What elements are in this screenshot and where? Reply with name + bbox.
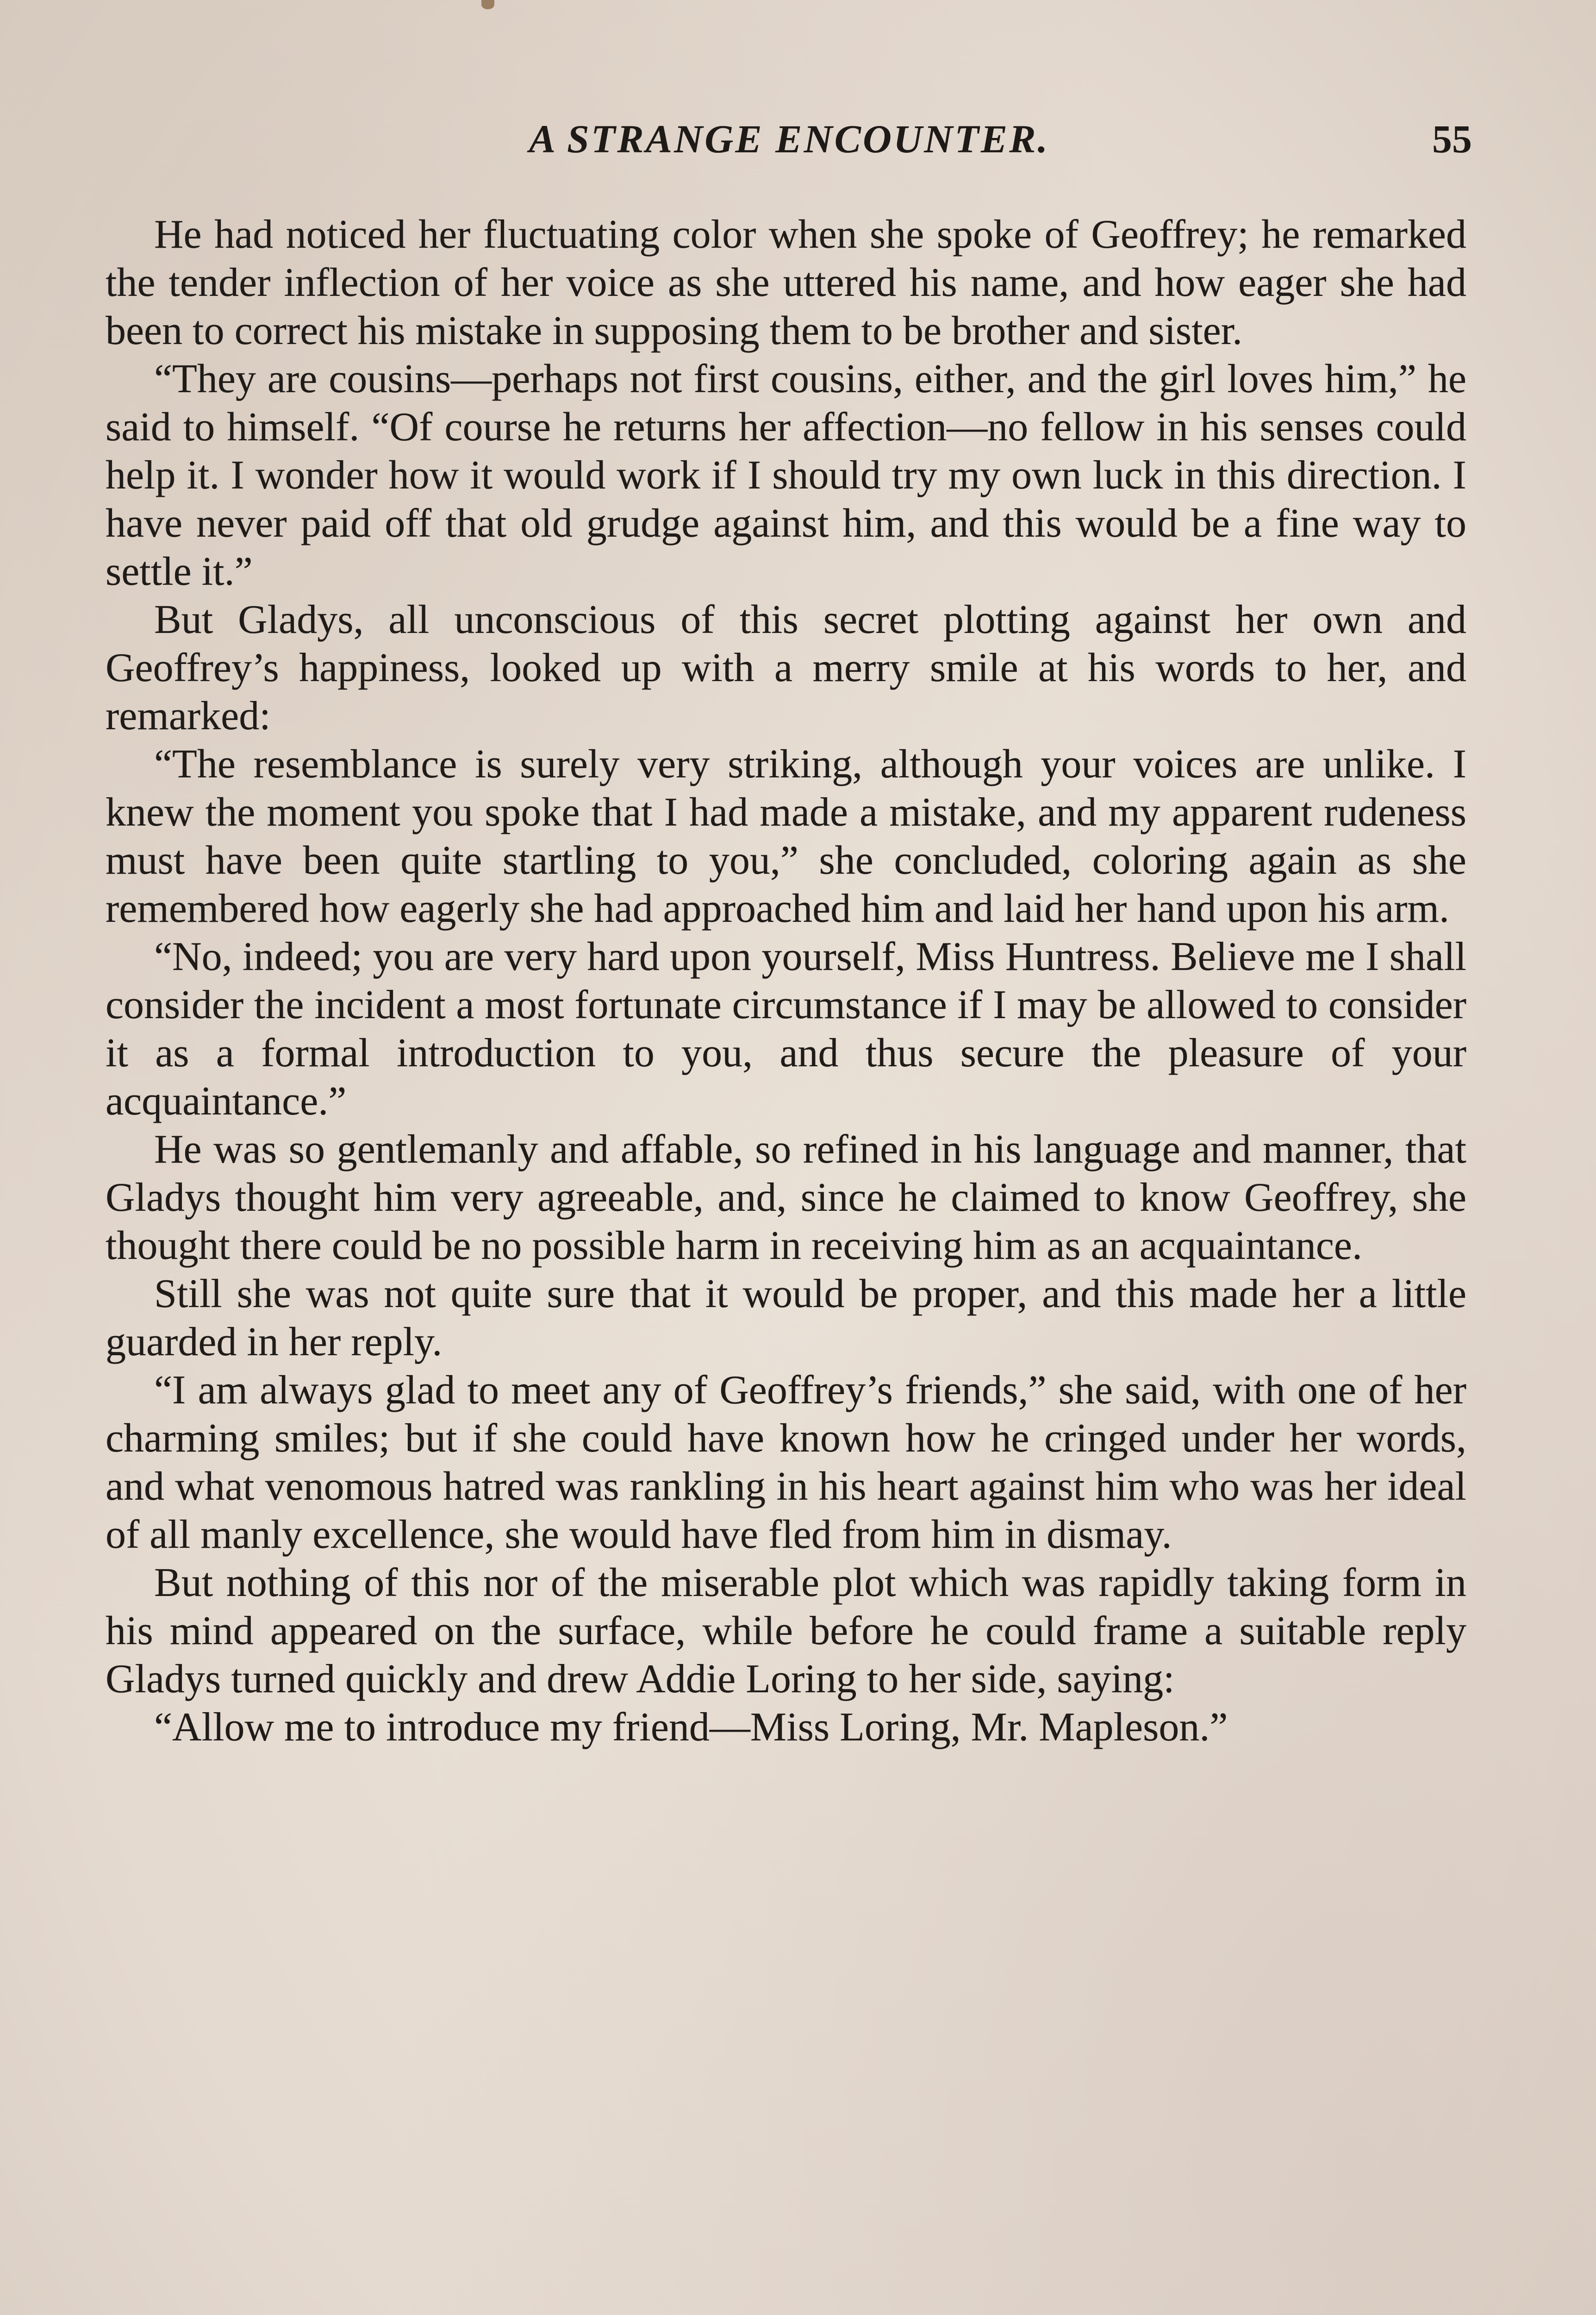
paragraph: “Allow me to introduce my friend—Miss Loring, Mr. Mapleson.” <box>154 1705 1228 1750</box>
paragraph: He was so gentlemanly and affable, so refined in his language and manner, that Gladys thought him very agreeable, and, since he claimed to know Geoffrey, she thought there could be no possible harm in receiving him as an acquaintance. <box>106 1127 1466 1268</box>
paragraph: He had noticed her fluctuating color when she spoke of Geoffrey; he remarked the tender inflection of her voice as she uttered his name, and how eager she had been to correct his mistake in supposing them to be brother and sister. <box>106 212 1466 353</box>
paragraph: “No, indeed; you are very hard upon yourself, Miss Huntress. Believe me I shall consider the incident a most fortunate circumstance if I may be allowed to consider it as a formal introduction to you, and thus secure the pleasure of your acquaintance.” <box>106 934 1466 1124</box>
page-number: 55 <box>1432 117 1472 161</box>
paragraph: “I am always glad to meet any of Geoffrey’s friends,” she said, with one of her charming smiles; but if she could have known how he cringed under her words, and what venomous hatred was rankling in his heart against him who was her ideal of all manly excellence, she would have fled from him in dismay. <box>106 1368 1466 1557</box>
paper-speck <box>481 0 494 9</box>
paragraph: “The resemblance is surely very striking, although your voices are unlike. I knew the moment you spoke that I had made a mistake, and my apparent rudeness must have been quite startling to you,” she concluded, coloring again as she remembered how eagerly she had approached him and laid her hand upon his arm. <box>106 742 1466 931</box>
chapter-title: A STRANGE ENCOUNTER. <box>529 117 1050 161</box>
paragraph: But nothing of this nor of the miserable plot which was rapidly taking form in his mind appeared on the surface, while before he could frame a suitable reply Gladys turned quickly and drew Addie Loring to her side, saying: <box>106 1560 1466 1702</box>
running-head <box>106 116 1472 167</box>
paragraph: Still she was not quite sure that it would be proper, and this made her a little guarded in her reply. <box>106 1271 1466 1364</box>
paragraph: “They are cousins—perhaps not first cousins, either, and the girl loves him,” he said to himself. “Of course he returns her affection—no fellow in his senses could help it. I wonder how it would work if I should try my own luck in this direction. I have never paid off that old grudge against him, and this would be a fine way to settle it.” <box>106 357 1466 594</box>
body-text <box>106 211 1466 1752</box>
paragraph: But Gladys, all unconscious of this secret plotting against her own and Geoffrey’s happiness, looked up with a merry smile at his words to her, and remarked: <box>106 597 1466 738</box>
